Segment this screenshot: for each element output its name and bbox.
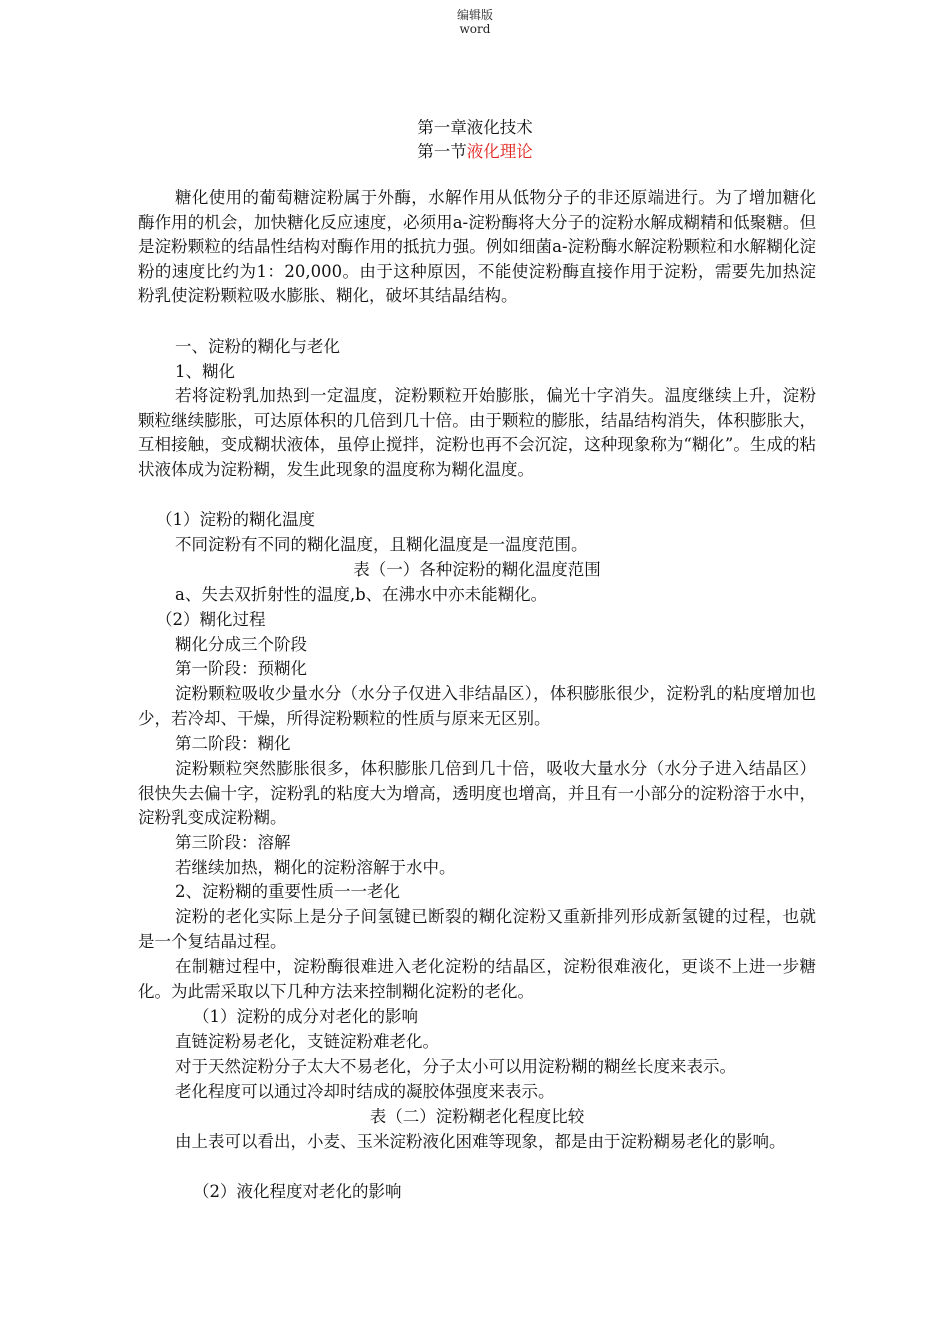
stage3-paragraph: 若继续加热，糊化的淀粉溶解于水中。 [175,858,456,877]
process-intro: 糊化分成三个阶段 [175,635,307,654]
stage2-heading: 第二阶段：糊化 [175,734,291,753]
amylose-paragraph: 直链淀粉易老化，支链淀粉难老化。 [175,1032,439,1051]
gelatinization-paragraph: 若将淀粉乳加热到一定温度，淀粉颗粒开始膨胀，偏光十字消失。温度继续上升，淀粉颗粒继续膨胀，可达原体积的几倍到几十倍。由于颗粒的膨胀，结晶结构消失，体积膨胀大，互相接触，变成糊状液体，虽停止搅拌，淀粉也再不会沉淀，这种现象称为“糊化”。生成的粘状液体成为淀粉糊，发生此现象的温度称为糊化温度。 [138,386,816,479]
stage1-paragraph: 淀粉颗粒吸收少量水分（水分子仅进入非结晶区），体积膨胀很少，淀粉乳的粘度增加也少，若冷却、干燥，所得淀粉颗粒的性质与原来无区别。 [138,684,816,728]
temperature-paragraph: 不同淀粉有不同的糊化温度，且糊化温度是一温度范围。 [175,535,588,554]
stage2-paragraph: 淀粉颗粒突然膨胀很多，体积膨胀几倍到几十倍，吸收大量水分（水分子进入结晶区）很快失去偏十字，淀粉乳的粘度大为增高，透明度也增高，并且有一小部分的淀粉溶于水中，淀粉乳变成淀粉糊。 [138,759,816,827]
table2-conclusion: 由上表可以看出，小麦、玉米淀粉液化困难等现象，都是由于淀粉糊易老化的影响。 [175,1132,786,1151]
section-title [0,138,950,162]
retrogradation-paragraph: 淀粉的老化实际上是分子间氢键已断裂的糊化淀粉又重新排列形成新氢键的过程，也就是一个复结晶过程。 [138,907,816,951]
stage3-heading: 第三阶段：溶解 [175,833,291,852]
header-sublabel: word [459,22,491,36]
subheading-liquefaction-effect: （2）液化程度对老化的影响 [193,1182,402,1201]
subheading-gelatinization-temperature: （1）淀粉的糊化温度 [156,510,315,529]
control-paragraph: 在制糖过程中，淀粉酶很难进入老化淀粉的结晶区，淀粉很难液化，更谈不上进一步糖化。为此需采取以下几种方法来控制糊化淀粉的老化。 [138,957,816,1001]
intro-paragraph: 糖化使用的葡萄糖淀粉属于外酶，水解作用从低物分子的非还原端进行。为了增加糖化酶作用的机会，加快糖化反应速度，必须用a-淀粉酶将大分子的淀粉水解成糊精和低聚糖。但是淀粉颗粒的结晶性结构对酶作用的抵抗力强。例如细菌a-淀粉酶水解淀粉颗粒和水解糊化淀粉的速度比约为1：20,000。由于这种原因，不能使淀粉酶直接作用于淀粉，需要先加热淀粉乳使淀粉颗粒吸水膨胀、糊化，破坏其结晶结构。 [138,188,816,305]
heading-gelatinization: 1、糊化 [175,362,235,381]
retrogradation-degree-paragraph: 老化程度可以通过冷却时结成的凝胶体强度来表示。 [175,1082,555,1101]
table1-caption: 表（一）各种淀粉的糊化温度范围 [353,560,601,579]
stage1-heading: 第一阶段：预糊化 [175,659,307,678]
section-title-highlight: 液化理论 [466,142,533,161]
heading-retrogradation: 2、淀粉糊的重要性质一一老化 [175,882,400,901]
table1-note: a、失去双折射性的温度,b、在沸水中亦未能糊化。 [175,585,548,604]
subheading-gelatinization-process: （2）糊化过程 [156,610,266,629]
table2-caption: 表（二）淀粉糊老化程度比较 [369,1107,585,1126]
chapter-title: 第一章液化技术 [417,118,533,137]
molecule-size-paragraph: 对于天然淀粉分子太大不易老化，分子太小可以用淀粉糊的糊丝长度来表示。 [175,1057,736,1076]
subheading-composition-effect: （1）淀粉的成分对老化的影响 [193,1007,418,1026]
heading-gelatinization-retrogradation: 一、淀粉的糊化与老化 [175,337,340,356]
section-title-prefix: 第一节 [417,142,467,161]
header-label: 编辑版 [456,8,493,22]
